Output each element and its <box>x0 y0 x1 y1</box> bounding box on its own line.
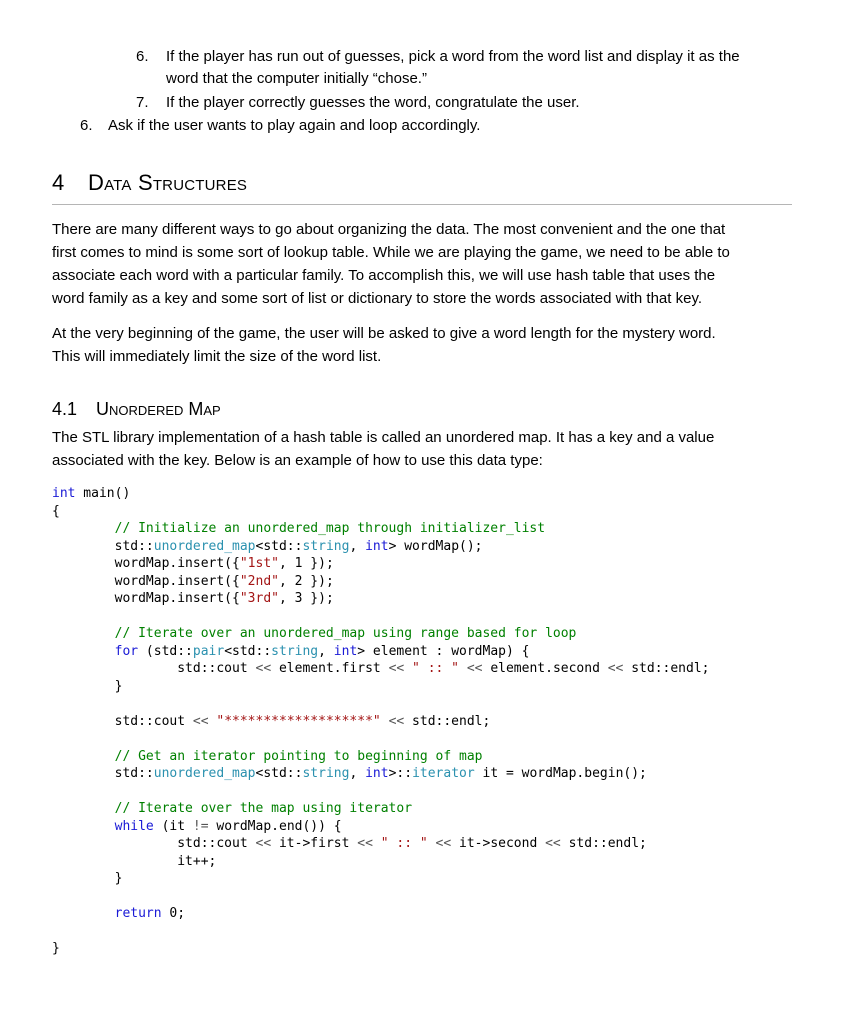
code-token: wordMap.insert({ <box>52 556 240 571</box>
code-token: "*******************" <box>208 713 389 729</box>
code-token: pair <box>192 643 225 659</box>
code-line <box>52 713 709 731</box>
code-token: std::endl; <box>404 713 491 729</box>
paragraph-line: first comes to mind is some sort of lookup table. While we are playing the game, we need to be able to <box>52 244 730 261</box>
code-token: <std:: <box>255 538 303 554</box>
code-line <box>52 643 709 661</box>
code-line <box>52 573 709 591</box>
code-token: " :: " <box>404 661 467 676</box>
code-token: string <box>271 643 319 659</box>
code-line <box>52 625 709 643</box>
code-token: <std:: <box>224 643 272 659</box>
code-line <box>52 503 709 521</box>
code-token: , <box>349 766 366 781</box>
code-token: int <box>52 486 76 501</box>
code-token: << <box>607 661 624 676</box>
paragraph <box>52 426 792 472</box>
code-line <box>52 660 709 678</box>
code-token: it = wordMap.begin(); <box>474 766 647 781</box>
code-line <box>52 923 709 941</box>
code-line <box>52 765 709 783</box>
paragraph <box>52 218 792 310</box>
list-item-number: 7. <box>136 94 149 111</box>
code-token: >:: <box>388 766 413 781</box>
code-token: unordered_map <box>153 766 256 781</box>
code-token: " :: " <box>372 836 436 851</box>
paragraph <box>52 322 792 368</box>
code-token: "2nd" <box>239 573 279 589</box>
code-block <box>52 485 709 958</box>
code-token: wordMap.insert({ <box>52 591 240 606</box>
code-token: } <box>52 678 123 694</box>
code-token: (std:: <box>138 643 193 659</box>
code-token: << <box>388 713 405 729</box>
paragraph-line: associate each word with a particular family. To accomplish this, we will use hash table that uses the <box>52 267 716 284</box>
code-token: << <box>357 836 373 851</box>
code-token: , <box>349 538 366 554</box>
code-line <box>52 538 709 556</box>
code-token: std::cout <box>52 836 256 851</box>
code-line <box>52 905 709 923</box>
code-token: unordered_map <box>153 538 256 554</box>
paragraph-line: associated with the key. Below is an example of how to use this data type: <box>52 452 543 469</box>
subsection-heading <box>52 399 221 420</box>
code-line <box>52 730 709 748</box>
list-item-text-line: If the player has run out of guesses, pick a word from the word list and display it as the <box>166 48 740 65</box>
code-line <box>52 783 709 801</box>
code-token: it->first <box>271 836 358 851</box>
section-number: 4 <box>52 170 65 195</box>
code-token: > wordMap(); <box>388 538 483 554</box>
section-heading <box>52 170 247 196</box>
code-token: , 1 }); <box>278 556 334 571</box>
code-token: for <box>52 643 139 659</box>
paragraph-line: This will immediately limit the size of the word list. <box>52 348 382 365</box>
code-line <box>52 678 709 696</box>
heading-rule <box>52 204 792 205</box>
paragraph-line: The STL library implementation of a hash table is called an unordered map. It has a key and a value <box>52 429 715 446</box>
code-token: , 2 }); <box>278 573 334 589</box>
code-token: std:: <box>52 538 154 554</box>
code-token: std::endl; <box>560 836 647 851</box>
paragraph-line: word family as a key and some sort of list or dictionary to store the words associated with that key. <box>52 290 703 307</box>
code-token: << <box>192 713 209 729</box>
code-token: it++; <box>52 853 217 869</box>
code-line <box>52 853 709 871</box>
code-token: element.first <box>271 661 389 676</box>
code-token: element.second <box>482 661 608 676</box>
code-line <box>52 818 709 836</box>
code-token: << <box>388 661 405 676</box>
code-token: << <box>255 836 272 851</box>
code-token: int <box>365 538 389 554</box>
code-line <box>52 485 709 503</box>
code-token: <std:: <box>255 766 303 781</box>
code-line <box>52 940 709 958</box>
code-line <box>52 748 709 766</box>
code-token: } <box>52 941 60 956</box>
code-token: int <box>365 766 389 781</box>
code-token: string <box>302 766 350 781</box>
code-token: // Get an iterator pointing to beginning of map <box>52 748 483 764</box>
code-token: // Initialize an unordered_map through initializer_list <box>52 521 546 536</box>
code-token: int <box>333 643 358 659</box>
list-item-text-line: If the player correctly guesses the word, congratulate the user. <box>166 94 580 111</box>
code-token: , <box>318 643 334 659</box>
code-line <box>52 800 709 818</box>
subsection-title: Unordered Map <box>96 399 221 419</box>
code-token: while <box>52 818 154 834</box>
code-line <box>52 520 709 538</box>
code-token: } <box>52 871 123 886</box>
code-token: << <box>545 836 561 851</box>
list-item-number: 6. <box>80 117 93 134</box>
code-token: string <box>302 538 350 554</box>
code-token: wordMap.insert({ <box>52 573 240 589</box>
code-token: // Iterate over an unordered_map using range based for loop <box>52 626 577 641</box>
code-token: << <box>255 661 272 676</box>
paragraph-line: At the very beginning of the game, the user will be asked to give a word length for the mystery word. <box>52 325 716 342</box>
code-line <box>52 888 709 906</box>
section-title: Data Structures <box>88 170 248 195</box>
code-line <box>52 555 709 573</box>
code-token: wordMap.end()) { <box>208 818 342 834</box>
code-line <box>52 835 709 853</box>
list-item-text-line: Ask if the user wants to play again and loop accordingly. <box>108 117 481 134</box>
code-token: iterator <box>412 766 475 781</box>
code-token: it->second <box>451 836 546 851</box>
code-token: // Iterate over the map using iterator <box>52 801 413 816</box>
code-token: "3rd" <box>239 591 279 606</box>
code-line <box>52 695 709 713</box>
code-token: return <box>52 906 162 921</box>
code-token: std::cout <box>52 713 193 729</box>
paragraph-line: There are many different ways to go about organizing the data. The most convenient and the one that <box>52 221 726 238</box>
code-token: , 3 }); <box>278 591 334 606</box>
code-line <box>52 608 709 626</box>
code-token: << <box>435 836 452 851</box>
subsection-number: 4.1 <box>52 399 78 419</box>
code-line <box>52 590 709 608</box>
code-token: 0; <box>161 906 186 921</box>
code-token: { <box>52 503 60 519</box>
code-token: std::cout <box>52 661 256 676</box>
code-token: > element : wordMap) { <box>357 643 530 659</box>
code-token: "1st" <box>239 556 279 571</box>
code-token: (it <box>153 818 193 834</box>
code-token: << <box>466 661 483 676</box>
code-token: main() <box>75 486 131 501</box>
code-token: std:: <box>52 766 154 781</box>
code-token: != <box>192 818 209 834</box>
list-item-number: 6. <box>136 48 149 65</box>
code-token: std::endl; <box>623 661 710 676</box>
code-line <box>52 870 709 888</box>
list-item-text-line: word that the computer initially “chose.” <box>166 70 427 87</box>
